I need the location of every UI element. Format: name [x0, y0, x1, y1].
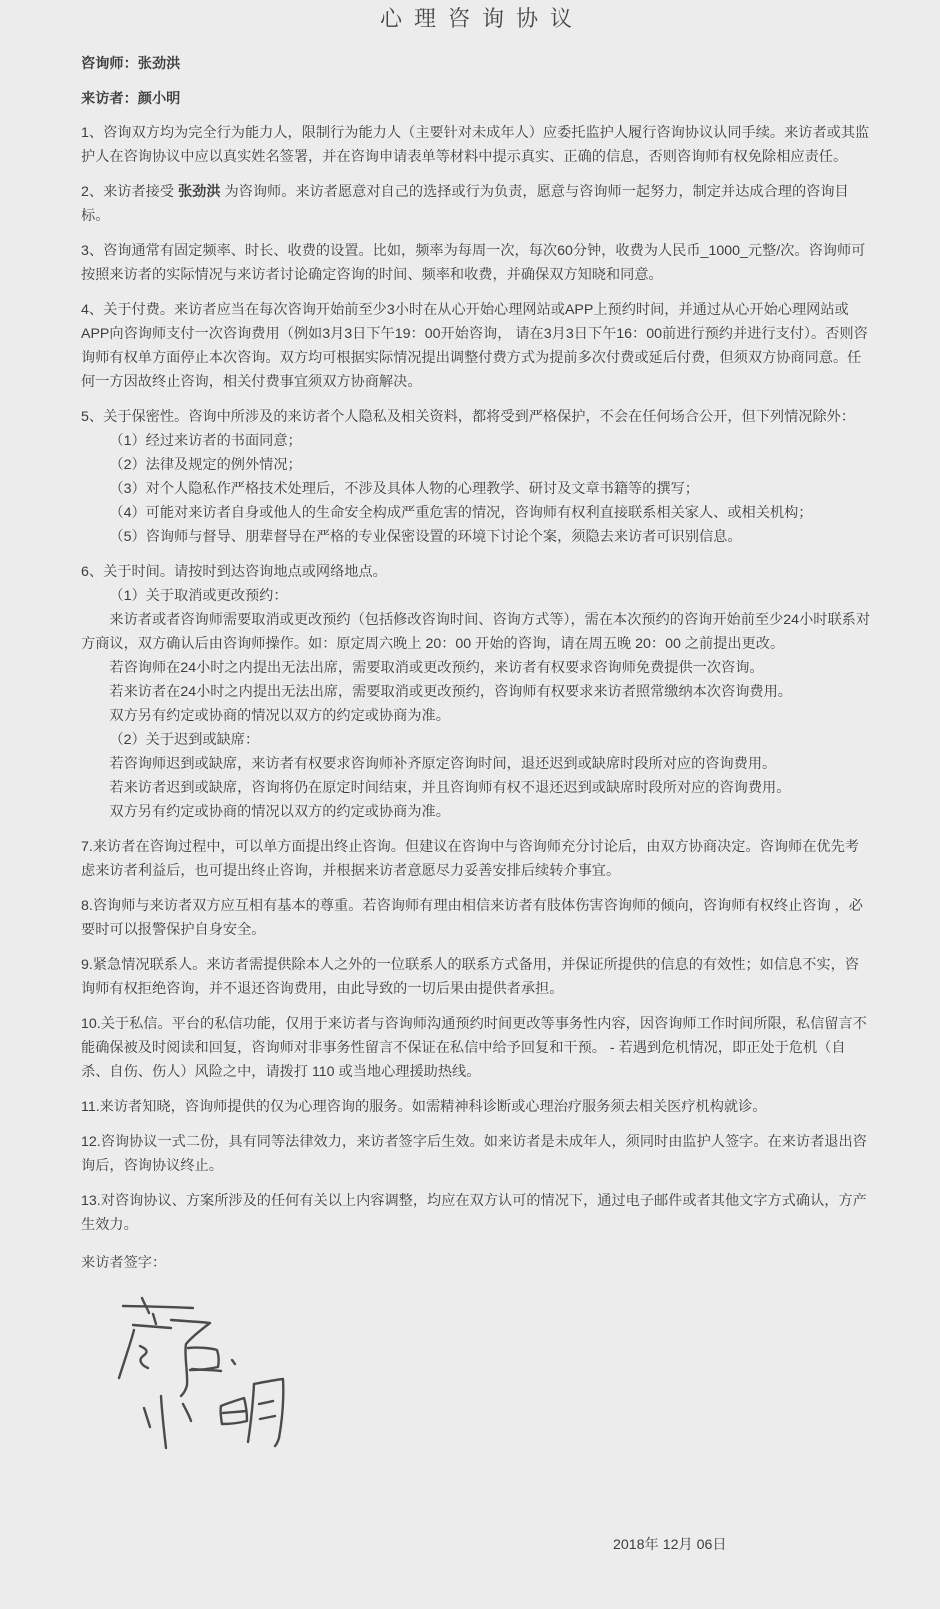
counselor-row — [81, 54, 871, 75]
clause-5-item: （4）可能对来访者自身或他人的生命安全构成严重危害的情况，咨询师有权利直接联系相关家人、或相关机构； — [109, 505, 813, 521]
clause-3: 3、咨询通常有固定频率、时长、收费的设置。比如，频率为每周一次，每次60分钟，收费为人民币_1000_元整/次。咨询师可按照来访者的实际情况与来访者讨论确定咨询的时间、频率和收费，并确保双方知晓和同意。 — [81, 243, 866, 283]
client-name: 颜小明 — [137, 91, 181, 107]
clause-6-item: 双方另有约定或协商的情况以双方的约定或协商为准。 — [109, 804, 450, 820]
clause-12: 12.咨询协议一式二份，具有同等法律效力，来访者签字后生效。如来访者是未成年人，须同时由监护人签字。在来访者退出咨询后，咨询协议终止。 — [81, 1134, 867, 1174]
clause-6-item: 若咨询师在24小时之内提出无法出席，需要取消或更改预约，来访者有权要求咨询师免费提供一次咨询。 — [109, 660, 764, 676]
agreement-date: 2018年 12月 06日 — [613, 1537, 727, 1553]
clause-5-item: （5）咨询师与督导、朋辈督导在严格的专业保密设置的环境下讨论个案，须隐去来访者可识别信息。 — [109, 529, 742, 545]
clause-10: 10.关于私信。平台的私信功能，仅用于来访者与咨询师沟通预约时间更改等事务性内容，因咨询师工作时间所限，私信留言不能确保被及时阅读和回复，咨询师对非事务性留言不保证在私信中给予回复和干预。 - 若遇到危机情况，即正处于危机（自杀、自伤、伤人）风险之中，请拨打 110 或当地心理援助热线。 — [81, 1016, 867, 1080]
clause-2-prefix: 2、来访者接受 — [81, 184, 178, 200]
clause-7: 7.来访者在咨询过程中，可以单方面提出终止咨询。但建议在咨询中与咨询师充分讨论后，由双方协商决定。咨询师在优先考虑来访者利益后，也可提出终止咨询，并根据来访者意愿尽力妥善安排后续转介事宜。 — [81, 839, 859, 879]
clause-5-item: （2）法律及规定的例外情况； — [109, 457, 302, 473]
clause-9: 9.紧急情况联系人。来访者需提供除本人之外的一位联系人的联系方式备用，并保证所提供的信息的有效性；如信息不实，咨询师有权拒绝咨询，并不退还咨询费用，由此导致的一切后果由提供者承担。 — [81, 957, 859, 997]
clause-2-suffix: 为咨询师。来访者愿意对自己的选择或行为负责，愿意与咨询师一起努力，制定并达成合理的咨询目标。 — [81, 184, 849, 224]
client-row — [81, 89, 871, 110]
client-signature-drawing — [112, 1295, 292, 1455]
clause-5 — [81, 405, 871, 549]
clause-6-item: 来访者或者咨询师需要取消或更改预约（包括修改咨询时间、咨询方式等），需在本次预约的咨询开始前至少24小时联系对方商议，双方确认后由咨询师操作。如：原定周六晚上 20：00 开始的咨询，请在周五晚 20：00 之前提出更改。 — [81, 612, 871, 652]
counselor-label: 咨询师： — [81, 56, 138, 72]
clause-1: 1、咨询双方均为完全行为能力人，限制行为能力人（主要针对未成年人）应委托监护人履行咨询协议认同手续。来访者或其监护人在咨询协议中应以真实姓名签署，并在咨询申请表单等材料中提示真实、正确的信息，否则咨询师有权免除相应责任。 — [81, 125, 870, 165]
counselor-name: 张劲洪 — [137, 56, 181, 72]
clause-6-item: 若咨询师迟到或缺席，来访者有权要求咨询师补齐原定咨询时间，退还迟到或缺席时段所对应的咨询费用。 — [109, 756, 777, 772]
client-label: 来访者： — [81, 91, 138, 107]
clause-6-item: 若来访者在24小时之内提出无法出席，需要取消或更改预约，咨询师有权要求来访者照常缴纳本次咨询费用。 — [109, 684, 792, 700]
clause-6-item: 若来访者迟到或缺席，咨询将仍在原定时间结束，并且咨询师有权不退还迟到或缺席时段所对应的咨询费用。 — [109, 780, 791, 796]
clause-6-item: （1）关于取消或更改预约： — [109, 588, 288, 604]
clause-13: 13.对咨询协议、方案所涉及的任何有关以上内容调整，均应在双方认可的情况下，通过电子邮件或者其他文字方式确认，方产生效力。 — [81, 1193, 867, 1233]
clause-2-counselor-name: 张劲洪 — [177, 184, 221, 200]
page-title: 心理咨询协议 — [379, 6, 584, 31]
clause-6-item: 双方另有约定或协商的情况以双方的约定或协商为准。 — [109, 708, 450, 724]
clause-6-lead: 6、关于时间。请按时到达咨询地点或网络地点。 — [81, 564, 387, 580]
clause-2 — [81, 180, 871, 228]
clause-6-item: （2）关于迟到或缺席： — [109, 732, 260, 748]
signature-label: 来访者签字： — [81, 1255, 167, 1271]
clause-4: 4、关于付费。来访者应当在每次咨询开始前至少3小时在从心开始心理网站或APP上预约时间，并通过从心开始心理网站或APP向咨询师支付一次咨询费用（例如3月3日下午19：00开始咨询， 请在3月3日下午16：00前进行预约并进行支付）。否则咨询师有权单方面停止本次咨询。双方均可根据实际情况提出调整付费方式为提前多次付费或延后付费，但须双方协商同意。任何一方因故终止咨询，相关付费事宜须双方协商解决。 — [81, 302, 868, 390]
clause-8: 8.咨询师与来访者双方应互相有基本的尊重。若咨询师有理由相信来访者有肢体伤害咨询师的倾向，咨询师有权终止咨询 ，必要时可以报警保护自身安全。 — [81, 898, 863, 938]
clause-5-lead: 5、关于保密性。咨询中所涉及的来访者个人隐私及相关资料，都将受到严格保护，不会在任何场合公开，但下列情况除外： — [81, 409, 856, 425]
clause-6 — [81, 560, 871, 824]
clause-11: 11.来访者知晓，咨询师提供的仅为心理咨询的服务。如需精神科诊断或心理治疗服务须去相关医疗机构就诊。 — [81, 1099, 767, 1115]
clause-5-item: （3）对个人隐私作严格技术处理后，不涉及具体人物的心理教学、研讨及文章书籍等的撰写； — [109, 481, 699, 497]
clause-5-item: （1）经过来访者的书面同意； — [109, 433, 302, 449]
